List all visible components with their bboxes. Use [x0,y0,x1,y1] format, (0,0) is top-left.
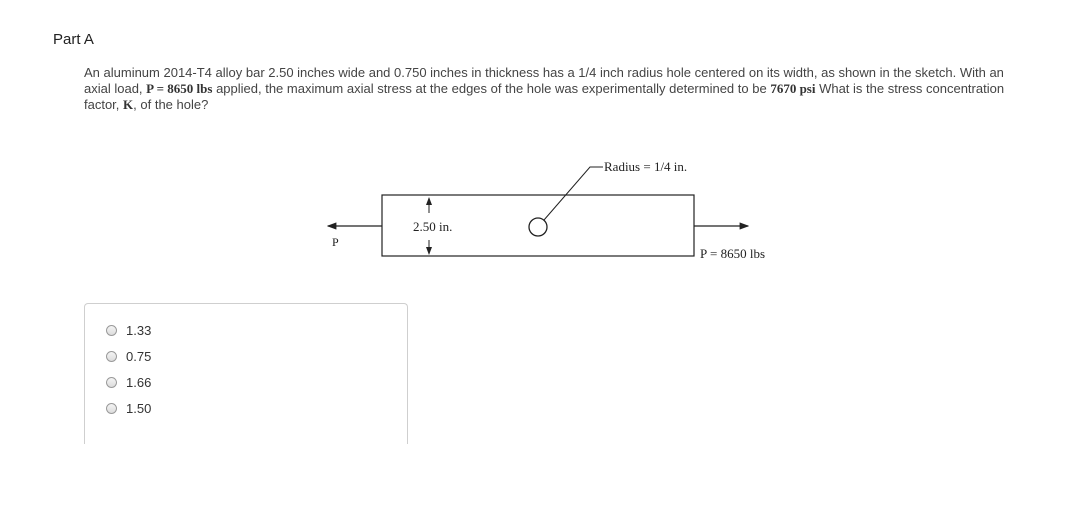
choice-option-2[interactable] [106,348,151,364]
radio-button[interactable] [106,377,117,388]
radio-button[interactable] [106,351,117,362]
right-load-label: P = 8650 lbs [700,246,765,261]
radius-leader [544,167,603,220]
choice-option-1[interactable] [106,322,151,338]
choice-label: 1.50 [126,400,152,416]
choice-label: 1.33 [126,322,152,338]
left-load-label: P [332,235,339,249]
stress-value: 7670 psi [770,81,816,96]
hole-circle [529,218,547,236]
radio-button[interactable] [106,403,117,414]
question-text-3: What is the stress concentration factor, [84,81,1005,112]
width-label: 2.50 in. [413,219,453,234]
choice-option-3[interactable] [106,374,151,390]
radio-button[interactable] [106,325,117,336]
question-text-2: applied, the maximum axial stress at the edges of the hole was experimentally determined to be [212,81,771,96]
k-symbol: K [123,97,134,112]
question-text-4: , of the hole? [133,97,209,112]
question-text-1: An aluminum 2014-T4 alloy bar 2.50 inches wide and 0.750 inches in thickness has a 1/4 inch radius hole centered on its width, as shown in the sketch. With an axial load, [84,65,1004,96]
load-expression: P = 8650 lbs [146,81,213,96]
choice-label: 1.66 [126,374,152,390]
choice-label: 0.75 [126,348,152,364]
choice-option-4[interactable] [106,400,151,416]
radius-label: Radius = 1/4 in. [604,159,688,174]
part-title: Part A [53,31,94,48]
